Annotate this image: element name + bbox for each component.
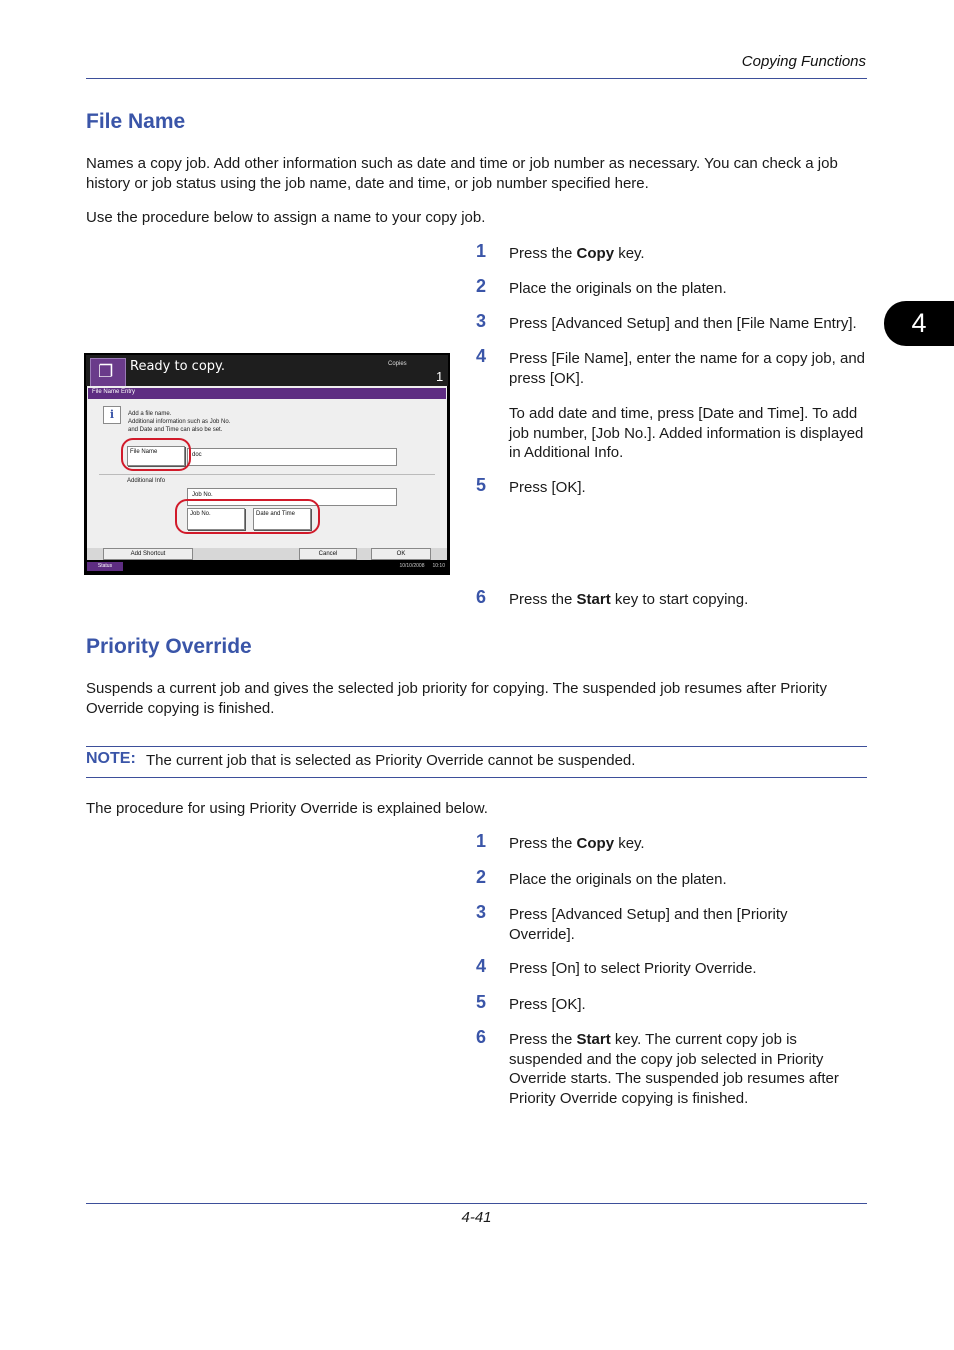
highlight-ring-file-name (121, 438, 191, 471)
chapter-tab: 4 (884, 301, 954, 346)
step-number: 2 (476, 867, 487, 887)
step-number: 4 (476, 346, 487, 366)
screen-title-bar: File Name Entry (88, 388, 446, 399)
step-number: 5 (476, 992, 487, 1012)
panel-ready-status: Ready to copy. (130, 359, 225, 374)
copies-label: Copies (388, 361, 407, 367)
device-panel-screenshot (84, 353, 450, 575)
panel-bottom-bar (87, 548, 447, 560)
info-icon: i (103, 406, 121, 424)
file-name-intro: Names a copy job. Add other information such as date and time or job number as necessary. You can check a job history or job status using the job name, date and time, or job number specified here. (86, 155, 838, 192)
file-name-procedure-intro: Use the procedure below to assign a name to your copy job. (86, 209, 486, 226)
cancel-button[interactable]: Cancel (299, 548, 357, 560)
step-number: 5 (476, 475, 487, 495)
copy-mode-icon: ❐ (90, 358, 126, 388)
step-number: 3 (476, 311, 487, 331)
step-number: 1 (476, 831, 487, 851)
note-box (86, 746, 867, 778)
divider (99, 474, 435, 475)
step-number: 2 (476, 276, 487, 296)
panel-datetime: 10/10/2008 10:10 (399, 563, 445, 569)
copies-value: 1 (436, 369, 444, 384)
panel-message: Add a file name. Additional information such as Job No. and Date and Time can also be set. (128, 411, 231, 433)
step-number: 3 (476, 902, 487, 922)
panel-top-bar (86, 355, 448, 386)
file-name-field[interactable]: doc (187, 448, 397, 466)
highlight-ring-additional-info (175, 499, 320, 534)
page-number: 4-41 (461, 1209, 492, 1226)
header-rule (86, 78, 867, 79)
priority-override-intro: Suspends a current job and gives the selected job priority for copying. The suspended job resumes after Priority Override copying is finished. (86, 680, 827, 717)
step-number: 4 (476, 956, 487, 976)
note-text: The current job that is selected as Priority Override cannot be suspended. (146, 752, 636, 769)
add-shortcut-button[interactable]: Add Shortcut (103, 548, 193, 560)
additional-info-field: Job No. (187, 488, 397, 506)
step-number: 1 (476, 241, 487, 261)
section-heading-file-name: File Name (86, 110, 186, 133)
step-number: 6 (476, 587, 487, 607)
date-and-time-button[interactable]: Date and Time (253, 508, 311, 530)
job-no-button[interactable]: Job No. (187, 508, 245, 530)
priority-override-procedure-intro: The procedure for using Priority Override is explained below. (86, 800, 488, 817)
ok-button[interactable]: OK (371, 548, 431, 560)
running-header: Copying Functions (741, 53, 866, 70)
footer-rule (86, 1203, 867, 1204)
note-label: NOTE: (86, 750, 136, 767)
section-heading-priority-override: Priority Override (86, 635, 252, 658)
additional-info-label: Additional Info (127, 478, 166, 484)
panel-screen (87, 386, 447, 548)
status-button[interactable]: Status (87, 562, 123, 571)
file-name-button[interactable]: File Name (127, 446, 185, 466)
step-number: 6 (476, 1027, 487, 1047)
